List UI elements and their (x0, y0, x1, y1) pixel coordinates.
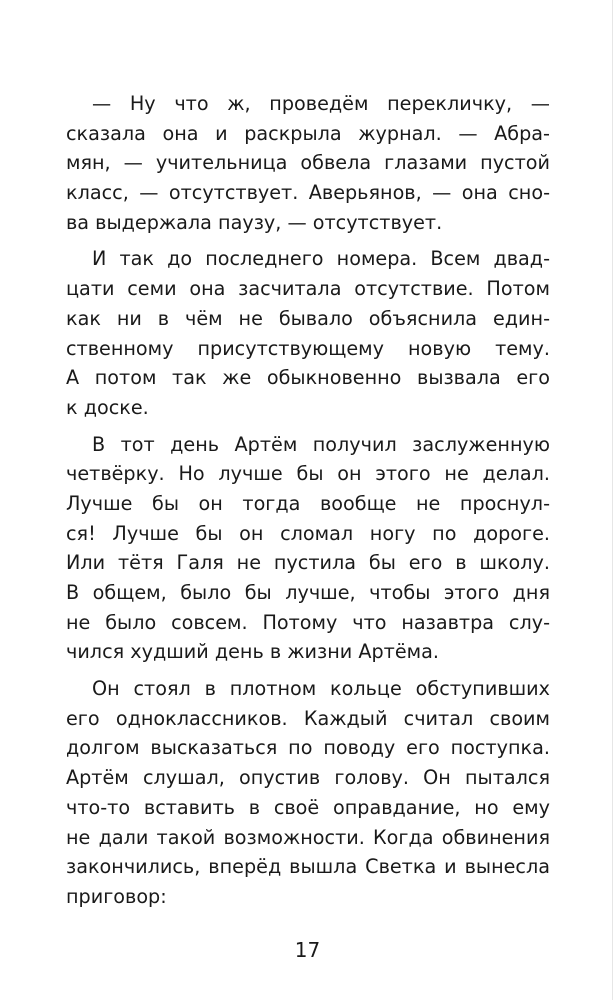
text-line: ственному присутствующему новую тему. (66, 336, 550, 360)
text-line: не дали такой возможности. Когда обвинения (66, 825, 550, 849)
text-line: ся! Лучше бы он сломал ногу по дороге. (66, 521, 550, 545)
text-line: класс, — отсутствует. Аверьянов, — она сно- (66, 181, 550, 205)
text-line: Артём слушал, опустив голову. Он пытался (66, 766, 550, 790)
paragraph-3 (66, 430, 550, 668)
page-number: 17 (294, 938, 321, 962)
text-line: четвёрку. Но лучше бы он этого не делал. (66, 462, 550, 486)
text-line: Или тётя Галя не пустила бы его в школу. (66, 551, 550, 575)
text-line: к доске. (66, 395, 149, 419)
text-line: Лучше бы он тогда вообще не проснул- (66, 491, 550, 515)
text-line: И так до последнего номера. Всем двад- (92, 247, 550, 271)
text-line: закончились, вперёд вышла Светка и вынесла (66, 855, 550, 879)
text-line: цати семи она засчитала отсутствие. Потом (66, 277, 550, 301)
text-line: как ни в чём не бывало объяснила един- (66, 306, 550, 330)
text-line: что-то вставить в своё оправдание, но ему (66, 795, 550, 819)
text-line: мян, — учительница обвела глазами пустой (66, 151, 550, 175)
page-edge (612, 0, 613, 1000)
text-line: долгом высказаться по поводу его поступка. (66, 736, 550, 760)
text-line: сказала она и раскрыла журнал. — Абра- (66, 121, 550, 145)
text-line: А потом так же обыкновенно вызвала его (66, 366, 550, 390)
body-text (66, 89, 550, 919)
text-line: Он стоял в плотном кольце обступивших (92, 677, 550, 701)
text-line: В тот день Артём получил заслуженную (92, 432, 550, 456)
paragraph-1 (66, 89, 550, 237)
text-line: В общем, было бы лучше, чтобы этого дня (66, 581, 550, 604)
text-line: — Ну что ж, проведём перекличку, — (92, 92, 550, 115)
paragraph-2 (66, 244, 550, 422)
text-line: его одноклассников. Каждый считал своим (66, 706, 550, 730)
text-line: ва выдержала паузу, — отсутствует. (66, 210, 443, 234)
paragraph-4 (66, 674, 550, 912)
text-line: приговор: (66, 884, 167, 908)
text-line: чился худший день в жизни Артёма. (66, 640, 439, 664)
text-line: не было совсем. Потому что назавтра слу- (66, 610, 550, 634)
